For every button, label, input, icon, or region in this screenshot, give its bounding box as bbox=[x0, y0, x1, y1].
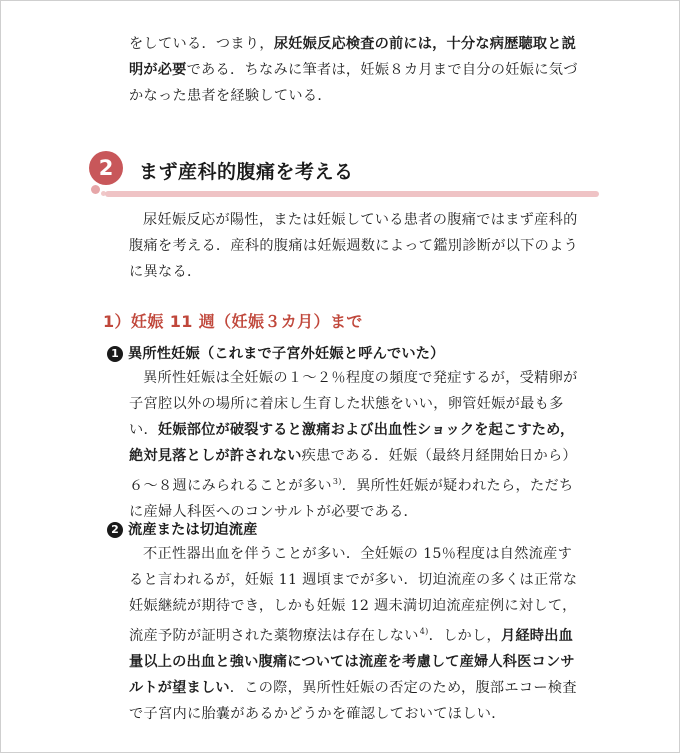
item2-heading bbox=[107, 519, 258, 539]
intro-paragraph bbox=[129, 31, 584, 109]
item1-text-1: 異所性妊娠は全妊娠の１〜２％程度の頻度で発症するが，受精卵が子宮腔以外の場所に着床し生育した状態をいい，卵管妊娠が最も多い． bbox=[129, 370, 578, 438]
item1-reference: 3) bbox=[332, 477, 342, 486]
decorative-dot bbox=[91, 185, 100, 194]
item2-heading-text: 流産または切迫流産 bbox=[128, 522, 258, 538]
item2-text-3: ．この際，異所性妊娠の否定のため，腹部エコー検査で子宮内に胎嚢があるかどうかを確認しておいてほしい． bbox=[129, 680, 577, 722]
item2-number-marker: 2 bbox=[107, 522, 123, 538]
item1-paragraph bbox=[129, 365, 584, 525]
subsection-heading: 1）妊娠 11 週（妊娠３カ月）まで bbox=[103, 312, 363, 331]
item1-number-marker: 1 bbox=[107, 346, 123, 362]
section-intro-paragraph: 尿妊娠反応が陽性，または妊娠している患者の腹痛ではまず産科的腹痛を考える．産科的腹痛は妊娠週数によって鑑別診断が以下のように異なる． bbox=[129, 212, 579, 280]
item2-text-1: 不正性器出血を伴うことが多い．全妊娠の 15％程度は自然流産すると言われるが，妊娠 11 週頃までが多い．切迫流産の多くは正常な妊娠継続が期待でき，しかも妊娠 12 週未満切迫流産症例に対して，流産予防が証明された薬物療法は存在しない bbox=[129, 546, 578, 644]
section-number-badge: 2 bbox=[89, 151, 123, 185]
section-heading bbox=[89, 151, 599, 201]
section-underline bbox=[105, 191, 599, 197]
item1-heading bbox=[107, 343, 445, 363]
intro-text-1: をしている．つまり， bbox=[129, 36, 274, 52]
item1-heading-text: 異所性妊娠（これまで子宮外妊娠と呼んでいた） bbox=[128, 346, 445, 362]
item2-reference: 4) bbox=[419, 627, 429, 636]
item2-emphasis: 月経時出血量以上の出血と強い腹痛については流産を考慮して産婦人科医コンサルトが望ましい bbox=[129, 628, 575, 696]
intro-emphasis: 尿妊娠反応検査の前には，十分な病歴聴取と説明が必要 bbox=[129, 36, 577, 78]
intro-text-2: である．ちなみに筆者は，妊娠８カ月まで自分の妊娠に気づかなった患者を経験している． bbox=[129, 62, 578, 104]
item1-text-2: 疾患である．妊娠（最終月経開始日から）６〜８週にみられることが多い bbox=[129, 448, 577, 494]
item2-paragraph bbox=[129, 541, 584, 727]
item1-emphasis: 妊娠部位が破裂すると激痛および出血性ショックを起こすため，絶対見落としが許されない bbox=[129, 422, 575, 464]
item1-text-3: ．異所性妊娠が疑われたら，ただちに産婦人科医へのコンサルトが必要である． bbox=[129, 478, 574, 520]
item2-text-2: ．しかし， bbox=[428, 628, 502, 644]
section-title: まず産科的腹痛を考える bbox=[139, 161, 354, 183]
